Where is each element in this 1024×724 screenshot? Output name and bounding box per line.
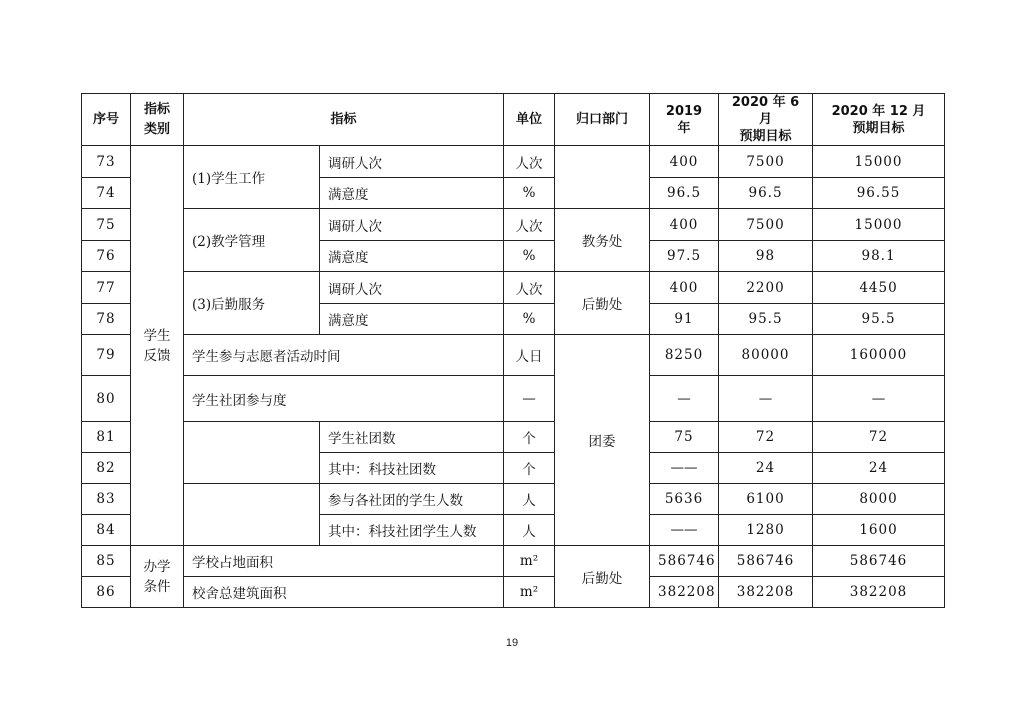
group-logistics-service: (3)后勤服务 bbox=[184, 272, 320, 335]
cell-unit: m² bbox=[504, 577, 555, 608]
header-dept: 归口部门 bbox=[555, 94, 650, 146]
cell-seq: 78 bbox=[82, 304, 131, 335]
cell-seq: 83 bbox=[82, 484, 131, 515]
cell-2019: 97.5 bbox=[650, 241, 719, 272]
cell-seq: 77 bbox=[82, 272, 131, 304]
indicator-table bbox=[81, 93, 945, 608]
cell-unit: 人日 bbox=[504, 335, 555, 376]
cell-dept-logistics: 后勤处 bbox=[555, 546, 650, 608]
cell-2019: 8250 bbox=[650, 335, 719, 376]
header-seq: 序号 bbox=[82, 94, 131, 146]
header-unit: 单位 bbox=[504, 94, 555, 146]
cell-unit: % bbox=[504, 178, 555, 209]
cell-indicator: 满意度 bbox=[320, 241, 504, 272]
cell-2020-jun: — bbox=[719, 376, 813, 422]
group-teaching-management: (2)教学管理 bbox=[184, 209, 320, 272]
cell-seq: 84 bbox=[82, 515, 131, 546]
cell-unit: 人 bbox=[504, 484, 555, 515]
cell-unit: 个 bbox=[504, 453, 555, 484]
cell-2019: 586746 bbox=[650, 546, 719, 577]
table-row bbox=[82, 577, 945, 608]
cell-2020-jun: 98 bbox=[719, 241, 813, 272]
group-empty bbox=[184, 484, 320, 546]
category-school-conditions: 办学 条件 bbox=[131, 546, 184, 608]
page-number: 19 bbox=[505, 637, 519, 649]
cell-dept-youth-league: 团委 bbox=[555, 335, 650, 546]
cell-indicator: 满意度 bbox=[320, 178, 504, 209]
cell-seq: 81 bbox=[82, 422, 131, 453]
cell-2020-jun: 95.5 bbox=[719, 304, 813, 335]
cell-dept-empty bbox=[555, 146, 650, 209]
cell-seq: 86 bbox=[82, 577, 131, 608]
cell-indicator: 调研人次 bbox=[320, 272, 504, 304]
cell-seq: 73 bbox=[82, 146, 131, 178]
cell-seq: 76 bbox=[82, 241, 131, 272]
header-2020-jun: 2020 年 6 月 预期目标 bbox=[719, 94, 813, 146]
cell-indicator: 其中：科技社团数 bbox=[320, 453, 504, 484]
cell-indicator: 学校占地面积 bbox=[184, 546, 504, 577]
cell-unit: 人次 bbox=[504, 209, 555, 241]
cell-2019: — bbox=[650, 376, 719, 422]
cell-2020-jun: 96.5 bbox=[719, 178, 813, 209]
cell-unit: — bbox=[504, 376, 555, 422]
cell-2020-jun: 2200 bbox=[719, 272, 813, 304]
table-row bbox=[82, 422, 945, 453]
cell-2020-jun: 72 bbox=[719, 422, 813, 453]
cell-seq: 75 bbox=[82, 209, 131, 241]
cell-seq: 74 bbox=[82, 178, 131, 209]
cell-indicator: 调研人次 bbox=[320, 209, 504, 241]
cell-2019: —— bbox=[650, 453, 719, 484]
cell-2020-jun: 7500 bbox=[719, 146, 813, 178]
cell-2019: 400 bbox=[650, 146, 719, 178]
header-indicator: 指标 bbox=[184, 94, 504, 146]
cell-indicator: 满意度 bbox=[320, 304, 504, 335]
cell-2019: 91 bbox=[650, 304, 719, 335]
cell-2020-jun: 6100 bbox=[719, 484, 813, 515]
cell-2019: 400 bbox=[650, 272, 719, 304]
cell-seq: 79 bbox=[82, 335, 131, 376]
cell-2020-jun: 80000 bbox=[719, 335, 813, 376]
cell-2020-dec: 160000 bbox=[813, 335, 945, 376]
cell-unit: m² bbox=[504, 546, 555, 577]
group-student-work: (1)学生工作 bbox=[184, 146, 320, 209]
cell-2019: 382208 bbox=[650, 577, 719, 608]
cell-indicator: 学生社团数 bbox=[320, 422, 504, 453]
cell-seq: 80 bbox=[82, 376, 131, 422]
cell-unit: % bbox=[504, 304, 555, 335]
cell-2020-dec: 96.55 bbox=[813, 178, 945, 209]
cell-seq: 85 bbox=[82, 546, 131, 577]
table-row bbox=[82, 546, 945, 577]
cell-2020-jun: 24 bbox=[719, 453, 813, 484]
table-row bbox=[82, 376, 945, 422]
cell-2019: —— bbox=[650, 515, 719, 546]
cell-indicator: 其中：科技社团学生人数 bbox=[320, 515, 504, 546]
cell-indicator: 调研人次 bbox=[320, 146, 504, 178]
cell-2019: 75 bbox=[650, 422, 719, 453]
cell-2020-dec: 8000 bbox=[813, 484, 945, 515]
category-student-feedback: 学生 反馈 bbox=[131, 146, 184, 546]
table-row bbox=[82, 209, 945, 241]
table-row bbox=[82, 335, 945, 376]
cell-unit: 人次 bbox=[504, 272, 555, 304]
header-2019: 2019 年 bbox=[650, 94, 719, 146]
cell-dept-logistics: 后勤处 bbox=[555, 272, 650, 335]
cell-2020-dec: 15000 bbox=[813, 146, 945, 178]
cell-2020-dec: 15000 bbox=[813, 209, 945, 241]
cell-dept-academic-affairs: 教务处 bbox=[555, 209, 650, 272]
cell-2020-dec: 24 bbox=[813, 453, 945, 484]
cell-2020-dec: 586746 bbox=[813, 546, 945, 577]
cell-seq: 82 bbox=[82, 453, 131, 484]
cell-unit: % bbox=[504, 241, 555, 272]
cell-2020-dec: 382208 bbox=[813, 577, 945, 608]
cell-2020-dec: 72 bbox=[813, 422, 945, 453]
cell-unit: 人次 bbox=[504, 146, 555, 178]
cell-2020-jun: 7500 bbox=[719, 209, 813, 241]
header-category: 指标 类别 bbox=[131, 94, 184, 146]
cell-indicator: 校舍总建筑面积 bbox=[184, 577, 504, 608]
table-row bbox=[82, 484, 945, 515]
cell-2020-dec: 95.5 bbox=[813, 304, 945, 335]
cell-2019: 400 bbox=[650, 209, 719, 241]
cell-2020-dec: 4450 bbox=[813, 272, 945, 304]
cell-2020-jun: 1280 bbox=[719, 515, 813, 546]
cell-2020-jun: 586746 bbox=[719, 546, 813, 577]
cell-2020-dec: — bbox=[813, 376, 945, 422]
cell-indicator: 学生社团参与度 bbox=[184, 376, 504, 422]
cell-indicator: 学生参与志愿者活动时间 bbox=[184, 335, 504, 376]
cell-2019: 96.5 bbox=[650, 178, 719, 209]
header-2020-dec: 2020 年 12 月 预期目标 bbox=[813, 94, 945, 146]
cell-2019: 5636 bbox=[650, 484, 719, 515]
cell-2020-dec: 1600 bbox=[813, 515, 945, 546]
cell-unit: 人 bbox=[504, 515, 555, 546]
table-row bbox=[82, 272, 945, 304]
group-empty bbox=[184, 422, 320, 484]
cell-unit: 个 bbox=[504, 422, 555, 453]
cell-2020-jun: 382208 bbox=[719, 577, 813, 608]
cell-indicator: 参与各社团的学生人数 bbox=[320, 484, 504, 515]
header-row bbox=[82, 94, 945, 146]
table-row bbox=[82, 146, 945, 178]
cell-2020-dec: 98.1 bbox=[813, 241, 945, 272]
